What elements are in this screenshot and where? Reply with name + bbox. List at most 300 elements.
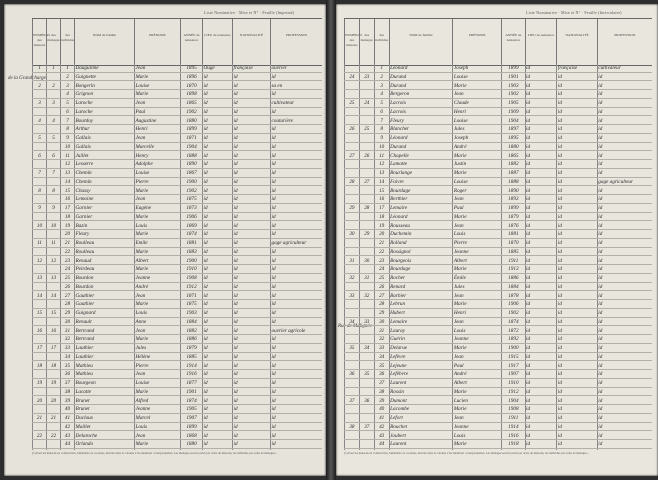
table-row xyxy=(32,117,322,126)
table-cell: id xyxy=(271,423,276,430)
table-cell: id xyxy=(233,336,238,343)
table-cell xyxy=(360,309,373,317)
table-cell: 20 xyxy=(36,397,43,404)
table-row xyxy=(344,405,652,414)
table-cell: 1906 xyxy=(186,213,197,220)
table-cell xyxy=(346,143,359,151)
table-cell xyxy=(360,327,373,335)
table-row xyxy=(32,178,322,187)
table-cell: Durand xyxy=(390,143,407,150)
table-cell: id xyxy=(233,196,238,203)
table-cell: Arthur xyxy=(75,126,90,133)
table-cell: id xyxy=(557,240,562,246)
table-cell: id xyxy=(557,117,562,124)
table-cell: Henri xyxy=(453,310,466,316)
table-cell xyxy=(346,222,359,230)
table-cell: Jean xyxy=(135,135,146,141)
table-cell xyxy=(360,134,373,142)
table-cell: Léonard xyxy=(390,213,408,220)
table-cell: id xyxy=(233,397,238,404)
column-header: des individus xyxy=(60,19,74,65)
table-cell xyxy=(346,187,359,195)
table-cell: id xyxy=(233,423,238,430)
table-cell: 12 xyxy=(36,257,43,264)
table-cell: Louis xyxy=(453,231,466,238)
table-cell xyxy=(360,108,373,116)
table-cell: 1900 xyxy=(186,257,197,264)
table-cell: 7 xyxy=(38,170,41,176)
table-cell: id xyxy=(271,248,276,255)
table-cell: id xyxy=(271,362,276,369)
table-cell: id xyxy=(233,222,238,229)
table-cell: Marie xyxy=(135,91,149,98)
table-cell xyxy=(48,405,60,413)
table-cell: id xyxy=(526,205,531,211)
column-header: LIEU de naissance xyxy=(525,19,557,65)
table-cell: id xyxy=(203,388,208,395)
table-cell: 3 xyxy=(52,100,55,106)
table-cell: id xyxy=(557,283,562,290)
table-cell: Bourdage xyxy=(390,266,411,273)
table-cell xyxy=(346,82,359,90)
table-cell xyxy=(48,335,60,343)
table-cell: 1888 xyxy=(508,178,519,185)
table-cell: André xyxy=(135,283,149,290)
table-cell: 10 xyxy=(379,143,385,150)
table-cell: id xyxy=(271,301,276,308)
table-cell: 1890 xyxy=(508,187,519,194)
table-row xyxy=(344,125,652,134)
table-row xyxy=(344,257,652,266)
table-cell: Albert xyxy=(453,380,467,386)
table-cell: id xyxy=(233,178,238,185)
table-cell: id xyxy=(233,126,238,133)
table-cell: id xyxy=(203,415,208,421)
table-cell: 28 xyxy=(349,178,355,185)
table-row xyxy=(32,318,322,327)
table-cell: id xyxy=(598,345,603,351)
table-cell: Louis xyxy=(135,310,148,316)
left-footnote: (1) Pour les maisons en construction, inhabitées ou vacantes, inscrire dans la colonne 2 les mentions correspondantes. Les ménages seront portés par ordre de maisons, les individus par ordre de ménages... xyxy=(32,451,278,455)
table-cell: id xyxy=(233,82,238,89)
table-cell: Marie xyxy=(135,213,149,220)
table-cell: id xyxy=(233,318,238,325)
table-cell xyxy=(360,143,373,151)
table-cell: id xyxy=(203,432,208,439)
table-cell: id xyxy=(526,196,531,203)
table-cell: id xyxy=(557,178,562,185)
table-cell: Marie xyxy=(135,248,149,255)
table-cell: id xyxy=(233,345,238,351)
table-cell: id xyxy=(557,380,562,386)
table-cell: Guérin xyxy=(390,336,405,343)
table-cell: 1912 xyxy=(508,388,519,395)
table-cell xyxy=(48,213,60,221)
table-cell: id xyxy=(526,397,531,404)
table-cell: Claude xyxy=(453,100,469,106)
table-cell xyxy=(48,178,60,186)
table-cell: id xyxy=(598,117,603,124)
table-cell: Maillet xyxy=(75,423,91,430)
table-cell: 3 xyxy=(380,82,383,89)
table-cell: id xyxy=(203,73,208,80)
table-cell: id xyxy=(557,222,562,229)
table-cell: Marie xyxy=(453,170,467,176)
table-cell: id xyxy=(271,380,276,386)
table-cell: 7 xyxy=(66,117,69,124)
table-cell: 1881 xyxy=(186,240,197,246)
table-cell: Eugène xyxy=(135,205,152,211)
table-cell: 41 xyxy=(379,415,385,421)
table-cell: 12 xyxy=(379,161,385,168)
table-row xyxy=(344,432,652,441)
table-cell xyxy=(346,195,359,203)
table-cell: id xyxy=(203,100,208,106)
table-cell: 10 xyxy=(36,222,43,229)
table-cell xyxy=(34,423,46,431)
table-cell: id xyxy=(598,318,603,325)
table-cell: id xyxy=(557,170,562,176)
table-cell: Lefort xyxy=(390,415,403,421)
table-cell: 15 xyxy=(36,310,43,316)
table-cell: id xyxy=(598,108,603,115)
table-cell: id xyxy=(233,73,238,80)
table-cell: id xyxy=(233,371,238,378)
table-row xyxy=(32,335,322,344)
table-cell: Jules xyxy=(135,345,147,351)
table-cell: 1880 xyxy=(186,441,197,448)
table-cell: id xyxy=(557,432,562,439)
table-cell: id xyxy=(526,187,531,194)
table-cell: 1884 xyxy=(508,283,519,290)
table-cell: 44 xyxy=(64,441,71,448)
table-cell: 1884 xyxy=(186,318,197,325)
table-cell: 1874 xyxy=(186,397,197,404)
table-cell: id xyxy=(271,170,276,176)
table-cell: 6 xyxy=(38,152,41,159)
table-row xyxy=(344,73,652,82)
table-cell: id xyxy=(526,100,531,106)
table-cell: 16 xyxy=(36,327,43,334)
table-cell: 1901 xyxy=(508,73,519,80)
table-row xyxy=(32,204,322,213)
table-cell: 31 xyxy=(379,327,385,334)
table-row xyxy=(344,204,652,213)
table-cell: id xyxy=(271,213,276,220)
table-cell xyxy=(48,300,60,308)
table-cell: 4 xyxy=(38,117,41,124)
table-cell: 32 xyxy=(349,275,355,281)
table-cell: id xyxy=(203,441,208,448)
column-header: NOM de famille xyxy=(74,19,134,65)
table-cell: id xyxy=(203,205,208,211)
table-cell xyxy=(346,248,359,256)
table-cell: id xyxy=(271,73,276,80)
table-cell: id xyxy=(233,327,238,334)
table-row xyxy=(32,274,322,283)
table-cell: 32 xyxy=(379,336,385,343)
table-cell: id xyxy=(203,266,208,273)
table-cell: 1914 xyxy=(508,423,519,430)
table-cell: id xyxy=(233,231,238,238)
table-cell: Albert xyxy=(135,257,149,264)
table-cell: Lauray xyxy=(390,327,406,334)
table-cell: id xyxy=(598,248,603,255)
table-cell xyxy=(48,160,60,168)
left-margin-note: de la Grandcharge xyxy=(8,76,46,81)
table-cell: id xyxy=(557,353,562,360)
table-cell: 1886 xyxy=(186,336,197,343)
table-cell: 1902 xyxy=(186,187,197,194)
table-cell: id xyxy=(598,73,603,80)
table-cell: Berthier xyxy=(390,196,408,203)
table-cell: Orlando xyxy=(75,441,94,448)
table-cell: 1916 xyxy=(186,371,197,378)
table-cell xyxy=(346,134,359,142)
table-cell: 1897 xyxy=(508,126,519,133)
table-cell: Pierre xyxy=(453,240,467,246)
table-cell xyxy=(346,169,359,177)
table-row xyxy=(344,397,652,406)
table-row xyxy=(344,230,652,239)
table-cell: 1888 xyxy=(186,152,197,159)
table-cell: Bergeron xyxy=(390,91,410,98)
table-cell: Gauthier xyxy=(75,292,95,299)
table-row xyxy=(344,160,652,169)
table-cell: Jean xyxy=(453,91,464,98)
table-cell: 1879 xyxy=(508,213,519,220)
table-cell: Bourdoy xyxy=(75,117,94,124)
table-cell xyxy=(34,108,46,116)
table-cell: Marie xyxy=(135,441,149,448)
column-header: des ménages xyxy=(359,19,374,65)
table-cell xyxy=(346,327,359,335)
table-cell: 42 xyxy=(379,423,385,430)
column-header: des ménages xyxy=(46,19,60,65)
table-cell: 1 xyxy=(52,65,55,71)
table-cell: 24 xyxy=(379,266,385,273)
table-cell: id xyxy=(557,100,562,106)
table-row xyxy=(32,82,322,91)
table-cell: id xyxy=(203,152,208,159)
table-cell: id xyxy=(271,336,276,343)
table-row xyxy=(32,213,322,222)
table-cell xyxy=(360,388,373,396)
table-cell: 32 xyxy=(364,292,370,299)
table-cell: 1885 xyxy=(508,248,519,255)
table-row xyxy=(344,82,652,91)
table-cell: 8 xyxy=(380,126,383,133)
table-cell: id xyxy=(598,275,603,281)
table-cell: id xyxy=(203,292,208,299)
table-cell: 40 xyxy=(379,406,385,413)
table-cell: id xyxy=(203,196,208,203)
table-cell: Rossin xyxy=(390,388,404,395)
table-cell: 16 xyxy=(64,196,71,203)
table-cell xyxy=(34,370,46,378)
table-cell: 2 xyxy=(66,73,69,80)
table-cell: id xyxy=(526,82,531,89)
table-cell: Jean xyxy=(453,222,464,229)
table-cell: 15 xyxy=(64,187,71,194)
table-row xyxy=(32,405,322,414)
table-cell: id xyxy=(598,292,603,299)
table-cell: 15 xyxy=(379,187,385,194)
table-cell xyxy=(346,108,359,116)
table-row xyxy=(344,335,652,344)
table-cell xyxy=(34,178,46,186)
table-cell: Louise xyxy=(453,178,468,185)
table-cell: 21 xyxy=(50,415,57,421)
table-cell: Renaud xyxy=(75,257,92,264)
table-cell: 19 xyxy=(36,380,43,386)
table-cell: 1878 xyxy=(508,292,519,299)
table-cell: 1909 xyxy=(508,108,519,115)
table-cell xyxy=(360,335,373,343)
table-cell: Lamotte xyxy=(390,161,408,168)
table-cell: Garnier xyxy=(75,213,93,220)
table-cell: Lauthier xyxy=(75,353,94,360)
table-cell xyxy=(346,335,359,343)
table-row xyxy=(344,90,652,99)
table-cell: 6 xyxy=(66,108,69,115)
table-cell: id xyxy=(203,135,208,141)
table-cell: id xyxy=(271,406,276,413)
table-cell: id xyxy=(526,283,531,290)
table-cell: Adolphe xyxy=(135,161,153,168)
table-row xyxy=(32,125,322,134)
table-cell: id xyxy=(598,135,603,141)
table-row xyxy=(32,160,322,169)
table-cell: id xyxy=(598,82,603,89)
table-row xyxy=(32,169,322,178)
table-cell: id xyxy=(233,91,238,98)
table-cell: Marie xyxy=(453,345,467,351)
table-cell: 1870 xyxy=(186,82,197,89)
table-cell: 22 xyxy=(36,432,43,439)
table-cell: 1913 xyxy=(508,266,519,273)
table-cell: Renard xyxy=(390,283,406,290)
table-row xyxy=(32,64,322,73)
table-cell: Marie xyxy=(453,441,467,448)
table-cell: 7 xyxy=(52,170,55,176)
table-cell: gage agriculteur xyxy=(598,178,633,185)
table-cell: Marie xyxy=(453,266,467,273)
table-cell xyxy=(34,73,46,81)
table-cell: id xyxy=(598,161,603,168)
table-row xyxy=(32,257,322,266)
table-row xyxy=(344,309,652,318)
table-cell: 33 xyxy=(364,318,370,325)
table-cell: id xyxy=(271,415,276,421)
table-row xyxy=(344,108,652,117)
table-row xyxy=(32,108,322,117)
table-cell: Paul xyxy=(453,362,464,369)
table-cell: 18 xyxy=(379,213,385,220)
table-cell: André xyxy=(453,143,467,150)
table-cell: 14 xyxy=(64,178,71,185)
table-cell xyxy=(360,353,373,361)
table-cell: 31 xyxy=(349,257,355,264)
table-cell: Bourgeois xyxy=(390,257,412,264)
table-cell: id xyxy=(526,353,531,360)
table-cell xyxy=(346,309,359,317)
table-cell: 4 xyxy=(380,91,383,98)
table-cell: id xyxy=(526,441,531,448)
table-cell: 13 xyxy=(64,170,71,176)
table-cell: id xyxy=(526,152,531,159)
table-cell: Lejeune xyxy=(390,362,407,369)
table-cell: Lemoine xyxy=(75,196,94,203)
table-cell: 1892 xyxy=(508,336,519,343)
table-cell: 1902 xyxy=(186,108,197,115)
table-cell: 1912 xyxy=(186,283,197,290)
table-cell: id xyxy=(233,441,238,448)
table-cell: Chassy xyxy=(75,187,91,194)
table-cell xyxy=(346,414,359,422)
table-cell: id xyxy=(271,275,276,281)
table-cell: 38 xyxy=(379,388,385,395)
table-cell: 1910 xyxy=(508,380,519,386)
table-cell: id xyxy=(203,187,208,194)
table-cell: id xyxy=(233,266,238,273)
column-header: PROFESSION xyxy=(597,19,652,65)
table-row xyxy=(32,152,322,161)
table-cell xyxy=(48,195,60,203)
table-cell: 15 xyxy=(50,310,57,316)
table-cell: Bouchet xyxy=(390,423,408,430)
table-cell: 33 xyxy=(64,345,71,351)
table-row xyxy=(344,169,652,178)
table-cell: 20 xyxy=(50,397,57,404)
table-cell: 19 xyxy=(379,222,385,229)
table-cell: Bertrand xyxy=(75,327,95,334)
table-cell: Marie xyxy=(453,406,467,413)
left-register-table xyxy=(32,64,322,450)
table-cell: 8 xyxy=(38,187,41,194)
table-cell: Roulleau xyxy=(75,248,95,255)
table-cell: Jean xyxy=(135,65,146,71)
table-cell: id xyxy=(271,432,276,439)
table-cell: Bertrand xyxy=(75,336,95,343)
table-cell: Lemaire xyxy=(390,205,408,211)
table-cell xyxy=(346,213,359,221)
table-cell: id xyxy=(598,205,603,211)
right-footnote: (1) Pour les maisons en construction, inhabitées ou vacantes, inscrire dans la colonne 2 les mentions correspondantes. Les ménages seront portés par ordre de maisons, les individus par ordre de ménages... xyxy=(344,451,590,455)
table-cell: 34 xyxy=(364,345,370,351)
table-cell: 1907 xyxy=(508,371,519,378)
table-row xyxy=(32,423,322,432)
table-cell: id xyxy=(598,126,603,133)
table-cell xyxy=(346,405,359,413)
table-cell: id xyxy=(233,406,238,413)
table-cell: id xyxy=(526,135,531,141)
table-cell: Fleury xyxy=(390,117,404,124)
table-cell: id xyxy=(271,397,276,404)
table-cell: Marie xyxy=(453,213,467,220)
table-cell: id xyxy=(203,143,208,150)
table-cell: 1904 xyxy=(508,117,519,124)
right-running-head: Liste Nominative · Mise et N° · Feuille (Intercalaire) xyxy=(526,10,622,15)
table-cell: id xyxy=(598,91,603,98)
table-cell: id xyxy=(598,222,603,229)
table-cell: 5 xyxy=(38,135,41,141)
table-cell: Marie xyxy=(135,388,149,395)
table-cell: Jean xyxy=(453,415,464,421)
table-cell: Albert xyxy=(453,257,467,264)
table-cell: Bazin xyxy=(75,222,88,229)
table-cell: id xyxy=(526,170,531,176)
